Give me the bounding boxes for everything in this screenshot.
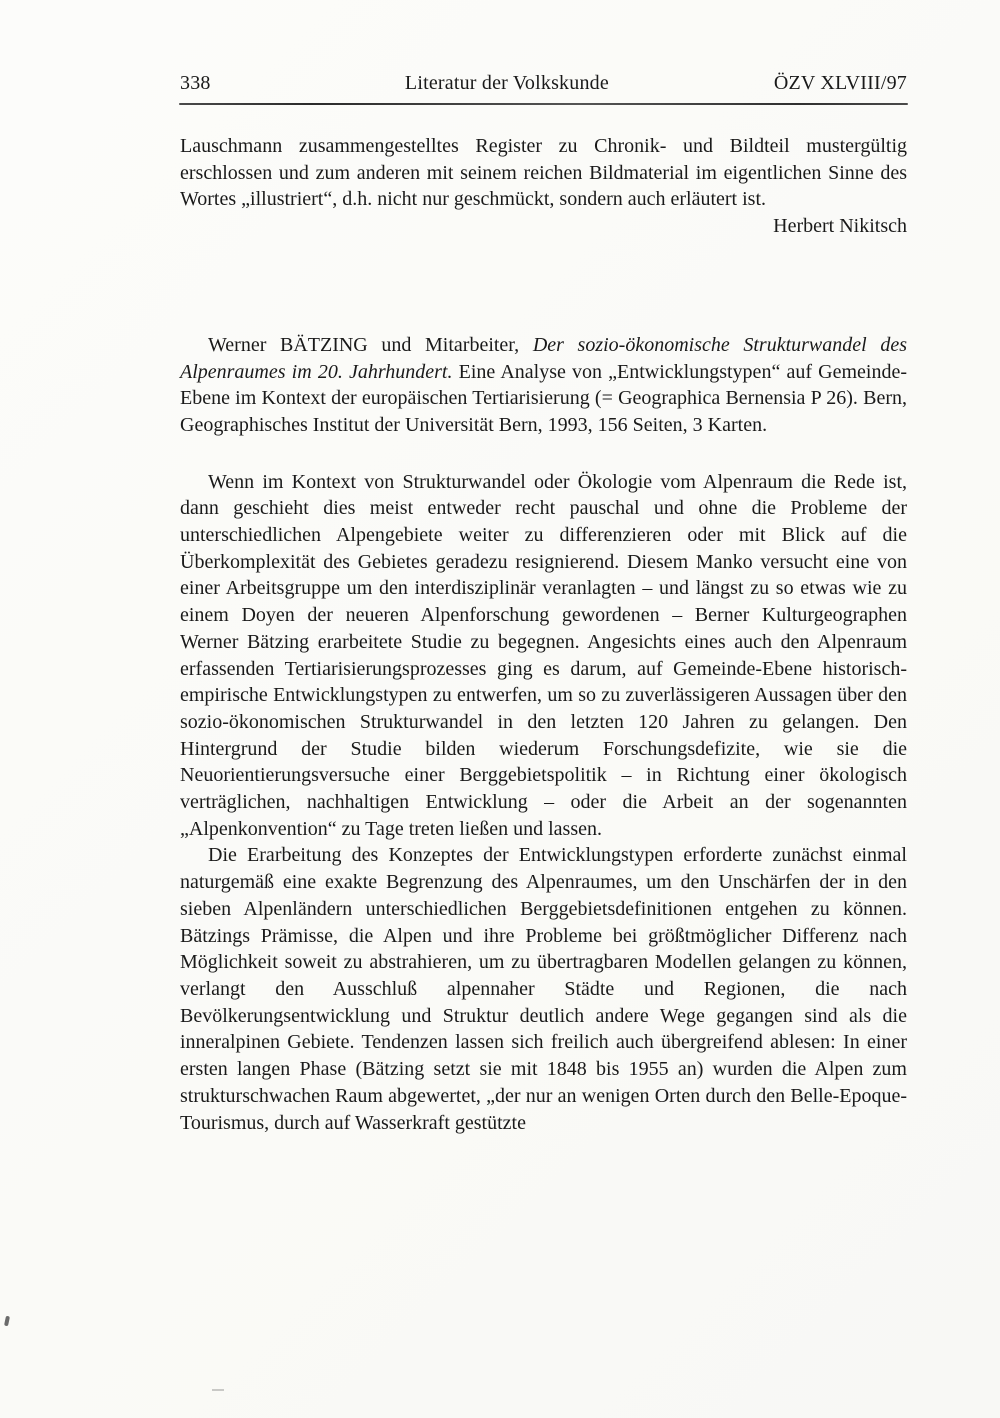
citation-work-title: Der sozio-ökonomische Strukturwandel des Alpenraumes im 20. Jahrhundert.: [180, 333, 907, 383]
page-number: 338: [180, 72, 211, 94]
review-paragraph: Die Erarbeitung des Konzeptes der Entwicklungstypen erforderte zunächst einmal naturgemäß eine exakte Begrenzung des Alpenraumes, um den Unschärfen der in den sieben Alpenländern unterschiedlichen Berggebietsdefinitionen entgehen zu können. Bätzings Prämisse, die Alpen und ihre Probleme bei größtmöglicher Differenz nach Möglichkeit soweit zu abstrahieren, um zu übertragbaren Modellen gelangen zu können, verlangt den Ausschluß alpennaher Städte und Regionen, die nach Bevölkerungsentwicklung und Struktur deutlich andere Wege gegangen sind als die inneralpinen Gebiete. Tendenzen lassen sich freilich auch übergreifend ablesen: In einer ersten langen Phase (Bätzing setzt sie mit 1848 bis 1955 an) wurden die Alpen zum strukturschwachen Raum abgewertet, „der nur an wenigen Orten durch den Belle-Epoque-Tourismus, durch auf Wasserkraft gestützte: [180, 844, 907, 1134]
journal-issue-label: ÖZV XLVIII/97: [773, 72, 907, 94]
previous-review-paragraph: Lauschmann zusammengestelltes Register zu Chronik- und Bildteil mustergültig erschlossen und zum anderen mit seinem reichen Bildmaterial im eigentlichen Sinne des Wortes „illustriert“, d.h. nicht nur geschmückt, sondern auch erläutert ist.: [180, 135, 907, 211]
review-citation: [180, 332, 907, 439]
reviewer-signature: Herbert Nikitsch: [773, 215, 907, 238]
text-block: [180, 133, 907, 1136]
scan-artifact: [212, 1389, 224, 1391]
citation-text: Werner BÄTZING und Mitarbeiter,: [208, 333, 533, 356]
citation-text: Eine Analyse von „Entwicklungstypen“ auf Gemeinde-Ebene im Kontext der europäischen Tertiarisierung (= Geographica Bernensia P 26). Bern, Geographisches Institut der Universität Bern, 1993, 156 Seiten, 3 Karten.: [180, 360, 907, 436]
scan-artifact: [4, 1316, 10, 1327]
running-title: Literatur der Volkskunde: [404, 72, 609, 94]
page-header: [180, 72, 907, 95]
review-paragraph: Wenn im Kontext von Strukturwandel oder Ökologie vom Alpenraum die Rede ist, dann geschieht dies meist entweder recht pauschal und ohne die Probleme der unterschiedlichen Alpengebiete weiter zu differenzieren oder mit Blick auf die Überkomplexität des Gebietes geradezu resignierend. Diesem Manko versucht eine von einer Arbeitsgruppe um den interdisziplinär veranlagten – und längst zu so etwas wie zu einem Doyen der neueren Alpenforschung gewordenen – Berner Kulturgeographen Werner Bätzing erarbeitete Studie zu begegnen. Angesichts eines auch den Alpenraum erfassenden Tertiarisierungsprozesses ging es darum, auf Gemeinde-Ebene historisch-empirische Entwicklungstypen zu entwerfen, um so zu zuverlässigeren Aussagen über den sozio-ökonomischen Strukturwandel in den letzten 120 Jahren zu gelangen. Den Hintergrund der Studie bilden wiederum Forschungsdefizite, wie sie die Neuorientierungsversuche einer Berggebietspolitik – in Richtung einer ökologisch verträglichen, nachhaltigen Entwicklung – oder die Arbeit an der sogenannten „Alpenkonvention“ zu Tage treten ließen und lassen.: [180, 470, 907, 840]
review-body: [180, 469, 907, 1137]
header-rule: [179, 103, 908, 105]
